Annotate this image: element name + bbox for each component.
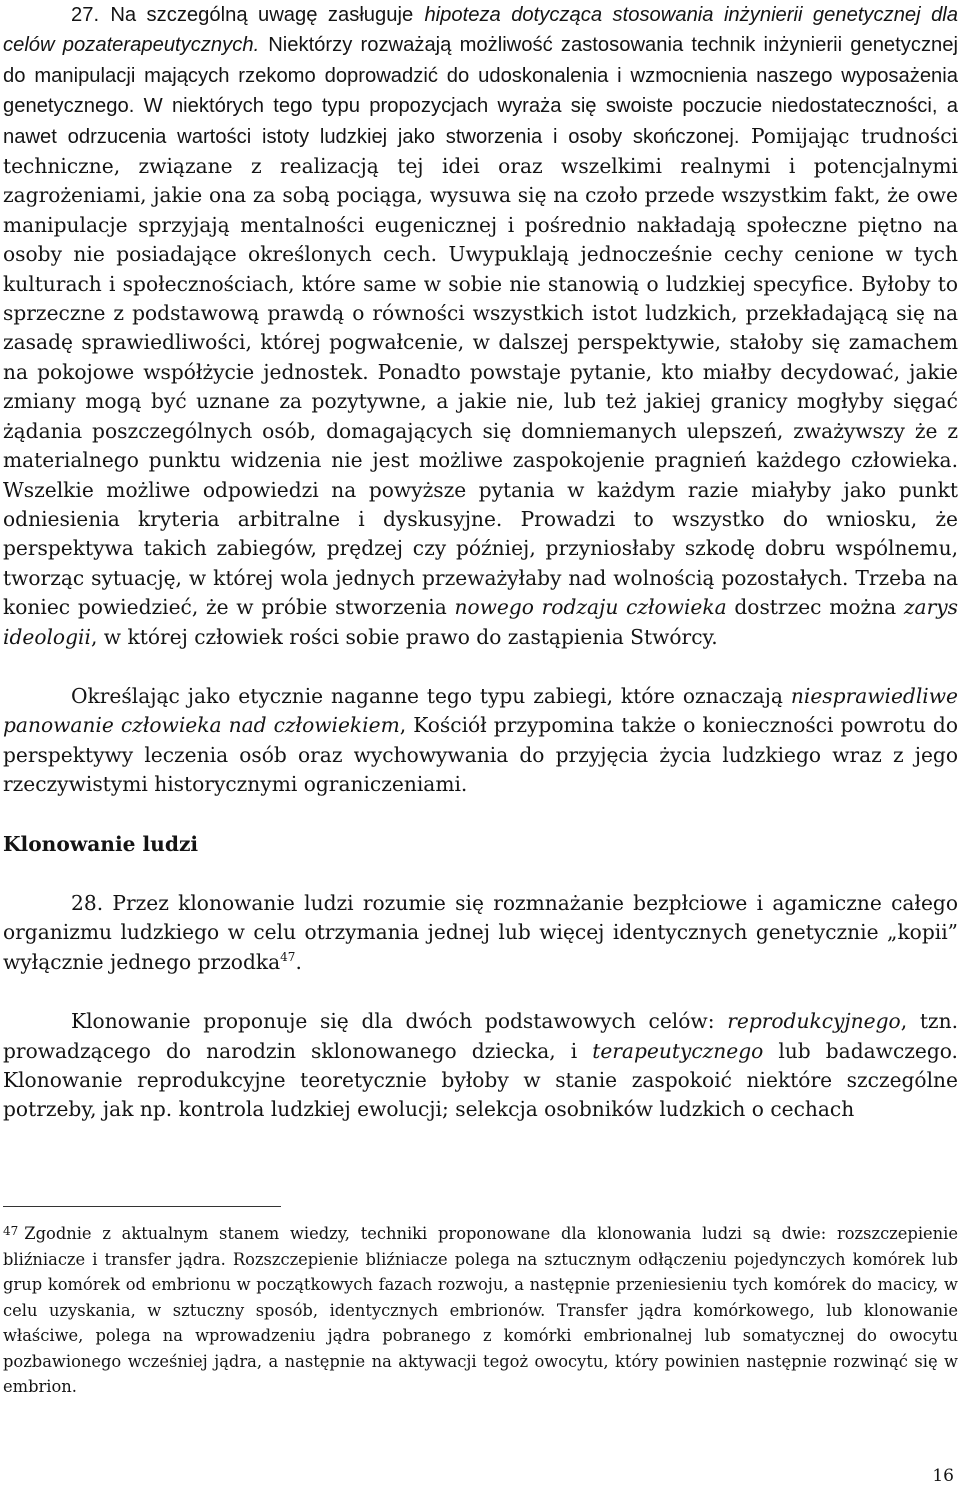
emphasis-ideology: zarys ideologii [3,595,958,649]
paragraph-cloning-purposes [3,1007,958,1125]
paragraph-body-sans: Niektórzy rozważają możliwość zastosowania technik inżynierii genetycznej do manipulacji mających rzekomo doprowadzić do udoskonalenia i wzmocnienia naszego wyposażenia genetycznego. W niektórych tego typu propozycjach wyraża się swoiste poczucie niedostateczności, a nawet odrzucenia wartości istoty ludzkiej jako stworzenia i osoby skończonej. [3,34,958,148]
paragraph-text: Klonowanie proponuje się dla dwóch podstawowych celów: [71,1009,715,1034]
paragraph-lead-emphasis: hipoteza dotycząca stosowania inżynierii genetycznej dla celów pozaterapeutycznych. [3,4,959,57]
footnote-47 [3,1219,958,1400]
footnote-divider [3,1206,281,1207]
paragraph-text-end: , Kościół przypomina także o konieczności powrotu do perspektywy leczenia osób oraz wychowywania do przyjęcia życia ludzkiego wraz z jego rzeczywistymi historycznymi ograniczeniami. [3,713,958,797]
paragraph-text-end: . [295,949,302,974]
paragraph-text: Określając jako etycznie naganne tego typu zabiegi, które oznaczają [71,683,783,708]
paragraph-body-continued: dostrzec można [734,595,897,620]
footnote-mark: 47 [3,1224,19,1238]
paragraph-28 [3,889,958,977]
paragraph-number: 27. [71,4,100,26]
paragraph-text-mid: , tzn. prowadzącego do narodzin sklonowanego dziecka, i [3,1009,958,1063]
paragraph-text-end: lub badawczego. Klonowanie reprodukcyjne teoretycznie byłoby w stanie zaspokoić niektóre szczególne potrzeby, jak np. kontrola ludzkiej ewolucji; selekcja osobników ludzkich o cechach [3,1038,958,1122]
paragraph-lead: Na szczególną uwagę zasługuje [110,4,414,26]
paragraph-27 [3,0,958,652]
paragraph-text: 28. Przez klonowanie ludzi rozumie się rozmnażanie bezpłciowe i agamiczne całego organizmu ludzkiego w celu otrzymania jednej lub więcej identycznych genetycznie „kopii” wyłącznie jednego przodka [3,890,958,974]
document-body [3,0,958,1125]
emphasis-new-human: nowego rodzaju człowieka [454,595,727,620]
emphasis-therapeutic: terapeutycznego [592,1038,764,1063]
paragraph-body: Pomijając trudności techniczne, związane z realizacją tej idei oraz wszelkimi realnymi i potencjalnymi zagrożeniami, jakie ona za sobą pociąga, wysuwa się na czoło przede wszystkim fakt, że owe manipulacje sprzyjają mentalności eugenicznej i pośrednio nakładają społeczne piętno na osoby nie posiadające określonych cech. Uwypuklają jednocześnie cechy cenione w tych kulturach i społecznościach, które same w sobie nie stanowią o ludzkiej specyfice. Byłoby to sprzeczne z podstawową prawdą o równości wszystkich istot ludzkich, przekładającą się na zasadę sprawiedliwości, której pogwałcenie, w dalszej perspektywie, stałoby się zamachem na pokojowe współżycie jednostek. Ponadto powstaje pytanie, kto miałby decydować, jakie zmiany mogą być uznane za pozytywne, a jakie nie, lub też jakiej granicy mogłyby sięgać żądania poszczególnych osób, domagających się domniemanych ulepszeń, zważywszy że z materialnego punktu widzenia nie jest możliwe zaspokojenie pragnień każdego człowieka. Wszelkie możliwe odpowiedzi na powyższe pytania w każdym razie miałyby jako punkt odniesienia kryteria arbitralne i dyskusyjne. Prowadzi to wszystko do wniosku, że perspektywa takich zabiegów, prędzej czy później, przyniosłaby szkodę dobru wspólnemu, tworząc sytuację, w której wola jednych przeważyłaby nad wolnością pozostałych. Trzeba na koniec powiedzieć, że w próbie stworzenia [3,123,958,620]
emphasis-reproductive: reprodukcyjnego [727,1009,901,1034]
page-number: 16 [932,1466,954,1486]
footnote-text: Zgodnie z aktualnym stanem wiedzy, techniki proponowane dla klonowania ludzi są dwie: rozszczepienie bliźniacze i transfer jądra. Rozszczepienie bliźniacze polega na sztucznym odłączeniu pojedynczych komórek lub grup komórek od embrionu w początkowych fazach rozwoju, a następnie przeniesieniu tych komórek do macicy, w celu uzyskania, w sztuczny sposób, identycznych embrionów. Transfer jądra komórkowego, lub klonowanie właściwe, polega na wprowadzeniu jądra pobranego z komórki embrionalnej lub somatycznej do owocytu pozbawionego wcześniej jądra, a następnie na aktywacji tegoż owocytu, który powinien następnie rozwinąć się w embrion. [3,1224,958,1396]
paragraph-body-end: , w której człowiek rości sobie prawo do zastąpienia Stwórcy. [90,624,718,649]
emphasis-unjust-domination: niesprawiedliwe panowanie człowieka nad człowiekiem [3,683,958,738]
paragraph-ethics [3,682,958,800]
section-heading: Klonowanie ludzi [3,831,199,856]
footnote-reference[interactable]: 47 [280,949,296,964]
